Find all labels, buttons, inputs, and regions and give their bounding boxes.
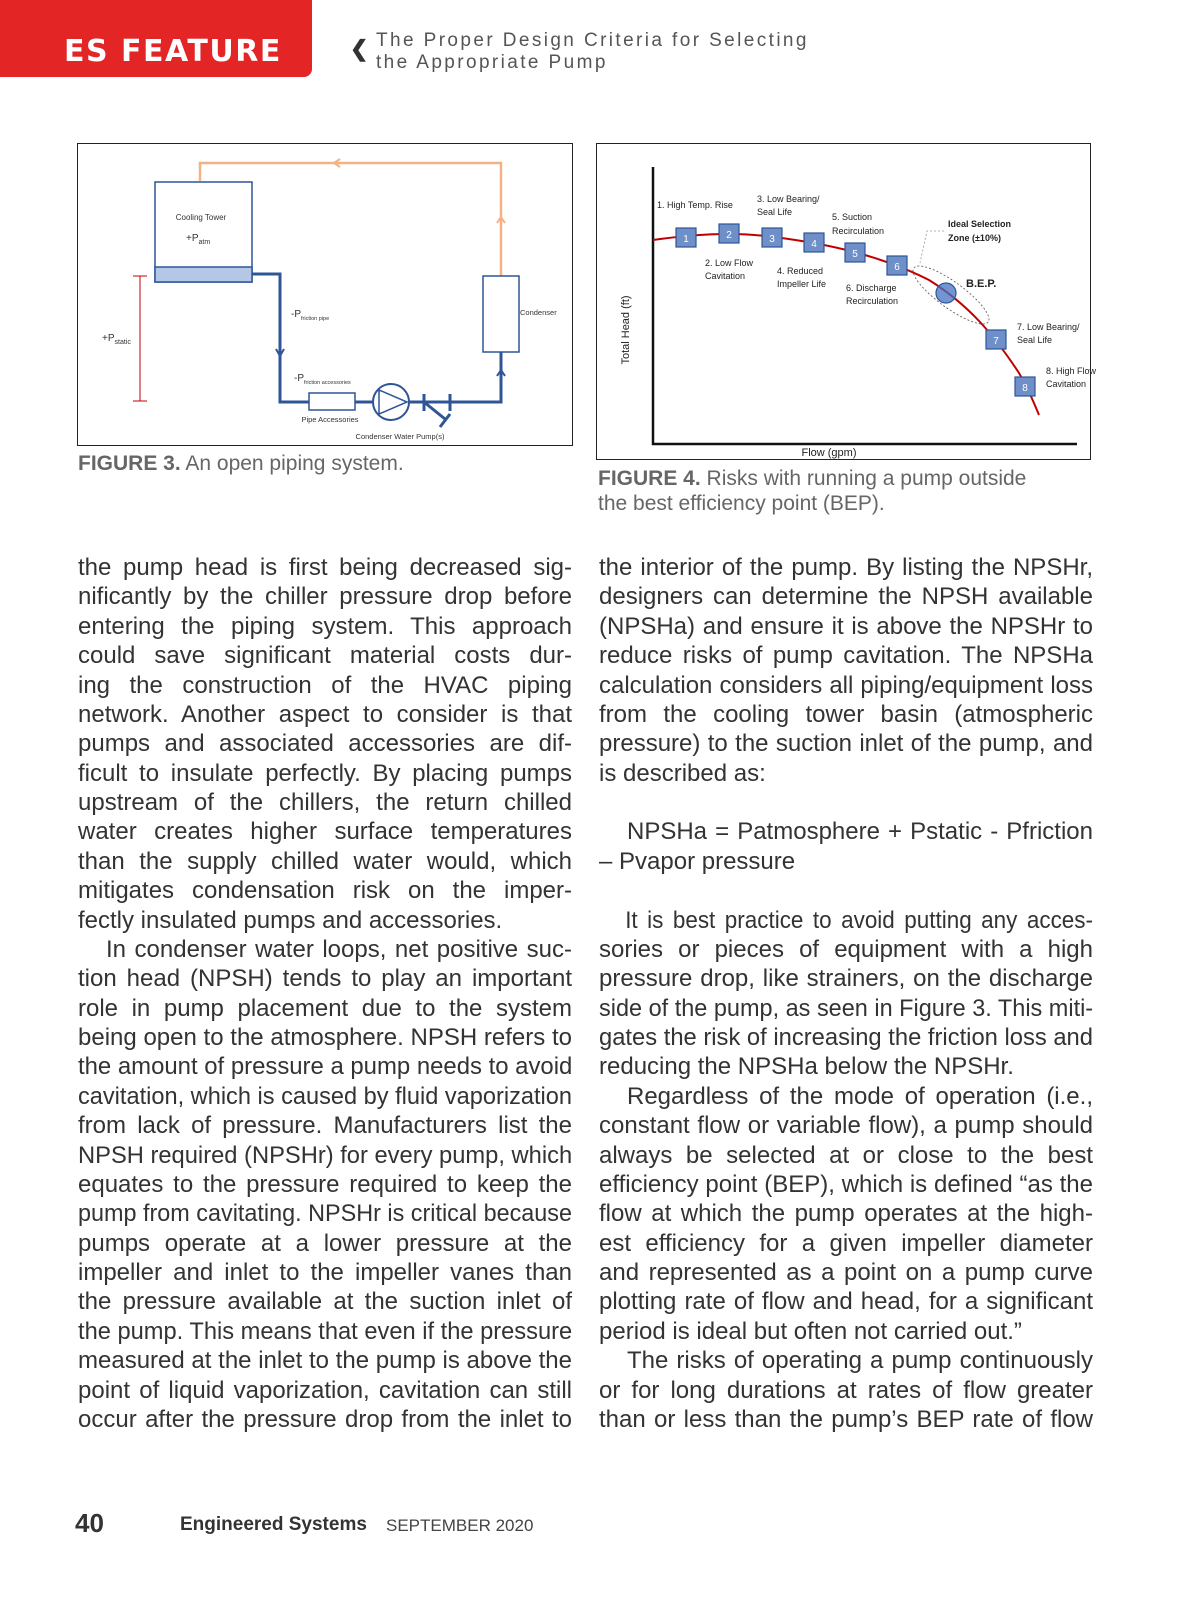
text-line: the pump. This means that even if the pressure: [78, 1317, 573, 1345]
text-line: sories or pieces of equipment with a high: [599, 935, 1093, 963]
risk-label-3: 3. Low Bearing/: [757, 194, 820, 204]
y-axis-label: Total Head (ft): [620, 295, 632, 365]
text-line: pressure drop, like strainers, on the discharge: [599, 965, 1093, 993]
text-line: impeller and inlet to the impeller vanes than: [78, 1259, 572, 1286]
text-line: pressure) to the suction inlet of the pump, and: [599, 730, 1093, 758]
strainer-icon: [424, 402, 445, 419]
text-line: flow at which the pump operates at the high-: [599, 1200, 1093, 1228]
risk-label-5b: Recirculation: [832, 226, 885, 236]
figure-3-caption: FIGURE 3. An open piping system.: [78, 452, 404, 475]
risk-label-2: 2. Low Flow: [705, 258, 754, 268]
text-line: the amount of pressure a pump needs to avoid: [78, 1053, 573, 1081]
text-line: and represented as a point on a pump curve: [599, 1259, 1093, 1286]
text-line: reduce risks of pump cavitation. The NPSHa: [599, 642, 1093, 670]
text-line: (NPSHa) and ensure it is above the NPSHr to: [599, 612, 1093, 640]
text-line: nificantly by the chiller pressure drop before: [78, 583, 572, 611]
figure-4-caption-line1: FIGURE 4. Risks with running a pump outside: [598, 467, 1027, 490]
text-line: [599, 876, 1093, 905]
text-line: than the supply chilled water would, which: [78, 847, 572, 875]
text-line: designers can determine the NPSH available: [599, 583, 1093, 611]
text-line: ficult to insulate perfectly. By placing pumps: [78, 759, 572, 787]
pump-label: Condenser Water Pump(s): [355, 432, 445, 441]
text-line: cavitation, which is caused by fluid vaporization: [78, 1082, 572, 1110]
ideal-zone-label: Ideal Selection: [948, 219, 1012, 229]
text-line: ing the construction of the HVAC piping: [78, 671, 572, 699]
pump-curve-chart: [599, 145, 1097, 459]
text-line: equates to the pressure required to keep the: [78, 1170, 572, 1198]
text-line: period is ideal but often not carried out.”: [599, 1317, 1022, 1345]
ideal-zone-pointer: [920, 231, 944, 263]
risk-label-8b: Cavitation: [1046, 379, 1087, 389]
ideal-zone-label-b: Zone (±10%): [948, 233, 1001, 243]
piping-diagram: [78, 144, 573, 447]
text-line: water creates higher surface temperatures: [78, 818, 572, 846]
risk-marker-number: 3: [769, 234, 775, 245]
tower-basin: [155, 267, 252, 282]
text-line: the interior of the pump. By listing the NPSHr,: [599, 554, 1093, 581]
text-line: upstream of the chillers, the return chilled: [78, 789, 572, 816]
section-label: ES FEATURE: [64, 34, 282, 69]
text-line: gates the risk of increasing the friction loss and: [599, 1024, 1093, 1051]
bep-marker: [936, 283, 956, 303]
article-title-line2: the Appropriate Pump: [376, 52, 608, 73]
issue-date: SEPTEMBER 2020: [386, 1516, 534, 1535]
text-line: plotting rate of flow and head, for a significant: [599, 1288, 1093, 1316]
text-line: measured at the inlet to the pump is above the: [78, 1347, 572, 1375]
figure-3: [77, 143, 573, 446]
text-line: from the cooling tower basin (atmospheric: [599, 700, 1093, 728]
text-line: efficiency point (BEP), which is defined “as the: [599, 1170, 1093, 1198]
pipe-accessories-label: Pipe Accessories: [301, 415, 359, 424]
text-line: Regardless of the mode of operation (i.e.,: [627, 1082, 1093, 1110]
condenser-box: [483, 276, 519, 352]
risk-label-7: 7. Low Bearing/: [1017, 322, 1080, 332]
text-line: fectly insulated pumps and accessories.: [78, 906, 503, 934]
cooling-tower-label: Cooling Tower: [175, 213, 227, 222]
risk-label-6b: Recirculation: [846, 296, 899, 306]
text-line: being open to the atmosphere. NPSH refers to: [78, 1024, 572, 1051]
text-line: point of liquid vaporization, cavitation can still: [78, 1376, 572, 1404]
text-line: role in pump placement due to the system: [78, 994, 572, 1022]
risk-marker-number: 6: [894, 262, 900, 273]
text-line: constant flow or variable flow), a pump should: [599, 1112, 1093, 1140]
text-line: NPSHa = Patmosphere + Pstatic - Pfriction: [627, 818, 1093, 846]
risk-marker-number: 4: [811, 239, 817, 250]
text-line: than or less than the pump’s BEP rate of flow: [599, 1405, 1093, 1433]
page-number: 40: [75, 1508, 104, 1538]
text-line: NPSH required (NPSHr) for every pump, which: [78, 1141, 573, 1169]
text-line: or for long durations at rates of flow greater: [599, 1376, 1093, 1404]
text-line: calculation considers all piping/equipment loss: [599, 671, 1093, 699]
risk-marker-number: 7: [993, 336, 999, 347]
section-banner: [0, 0, 312, 77]
text-line: pump from cavitating. NPSHr is critical because: [78, 1200, 572, 1228]
text-line: is described as:: [599, 759, 766, 787]
article-title-line1: The Proper Design Criteria for Selecting: [376, 30, 809, 51]
risk-label-1: 1. High Temp. Rise: [657, 200, 733, 210]
risk-label-4: 4. Reduced: [777, 266, 824, 276]
text-line: mitigates condensation risk on the imper-: [78, 877, 572, 905]
text-line: from lack of pressure. Manufacturers list the: [78, 1112, 572, 1140]
text-line: [599, 788, 1093, 817]
bep-label: B.E.P.: [966, 278, 997, 290]
risk-label-4b: Impeller Life: [777, 279, 827, 289]
text-line: It is best practice to avoid putting any acces-: [625, 906, 1093, 934]
text-line: could save significant material costs dur-: [78, 642, 572, 670]
risk-label-7b: Seal Life: [1017, 335, 1053, 345]
risk-marker-number: 5: [852, 249, 858, 260]
chevron-left-icon[interactable]: ❮: [350, 36, 369, 61]
risk-marker-number: 1: [683, 234, 689, 245]
risk-label-3b: Seal Life: [757, 207, 793, 217]
p-friction-pipe-label: $-P_{friction pipe}$: [291, 309, 330, 322]
figure-4: [596, 143, 1097, 460]
pipe-accessories-box: [309, 393, 355, 410]
text-line: network. Another aspect to consider is that: [78, 700, 572, 728]
text-line: always be selected at or close to the best: [599, 1141, 1093, 1169]
text-line: est efficiency for a given impeller diameter: [599, 1229, 1093, 1257]
risk-marker-number: 2: [726, 230, 732, 241]
condenser-label: Condenser: [520, 308, 557, 317]
p-atm-label: $+P_{atm}$: [186, 233, 211, 246]
left-text-column: [78, 553, 572, 1434]
magazine-name: Engineered Systems: [180, 1514, 367, 1535]
text-line: occur after the pressure drop from the inlet to: [78, 1405, 572, 1433]
text-line: In condenser water loops, net positive suc-: [106, 935, 572, 963]
text-line: pumps and associated accessories are dif-: [78, 730, 572, 758]
text-line: tion head (NPSH) tends to play an important: [78, 965, 572, 993]
x-axis-label: Flow (gpm): [801, 447, 857, 459]
figure-4-caption-line2: the best efficiency point (BEP).: [598, 492, 885, 515]
risk-label-5: 5. Suction: [832, 212, 873, 222]
text-line: side of the pump, as seen in Figure 3. This miti-: [599, 994, 1094, 1022]
text-line: entering the piping system. This approach: [78, 612, 572, 640]
p-friction-accessories-label: $-P_{friction accessories}$: [294, 373, 351, 386]
p-static-label: $+P_{static}$: [102, 333, 131, 346]
right-text-column: [599, 553, 1093, 1434]
risk-label-2b: Cavitation: [705, 271, 746, 281]
text-line: the pressure available at the suction inlet of: [78, 1288, 572, 1316]
text-line: reducing the NPSHa below the NPSHr.: [599, 1053, 1014, 1081]
risk-label-8: 8. High Flow: [1046, 366, 1097, 376]
risk-marker-number: 8: [1022, 383, 1028, 394]
text-line: pumps operate at a lower pressure at the: [78, 1229, 572, 1257]
text-line: – Pvapor pressure: [599, 847, 796, 875]
text-line: the pump head is first being decreased sig-: [78, 554, 572, 581]
text-line: The risks of operating a pump continuously: [627, 1347, 1093, 1375]
risk-label-6: 6. Discharge: [846, 283, 897, 293]
